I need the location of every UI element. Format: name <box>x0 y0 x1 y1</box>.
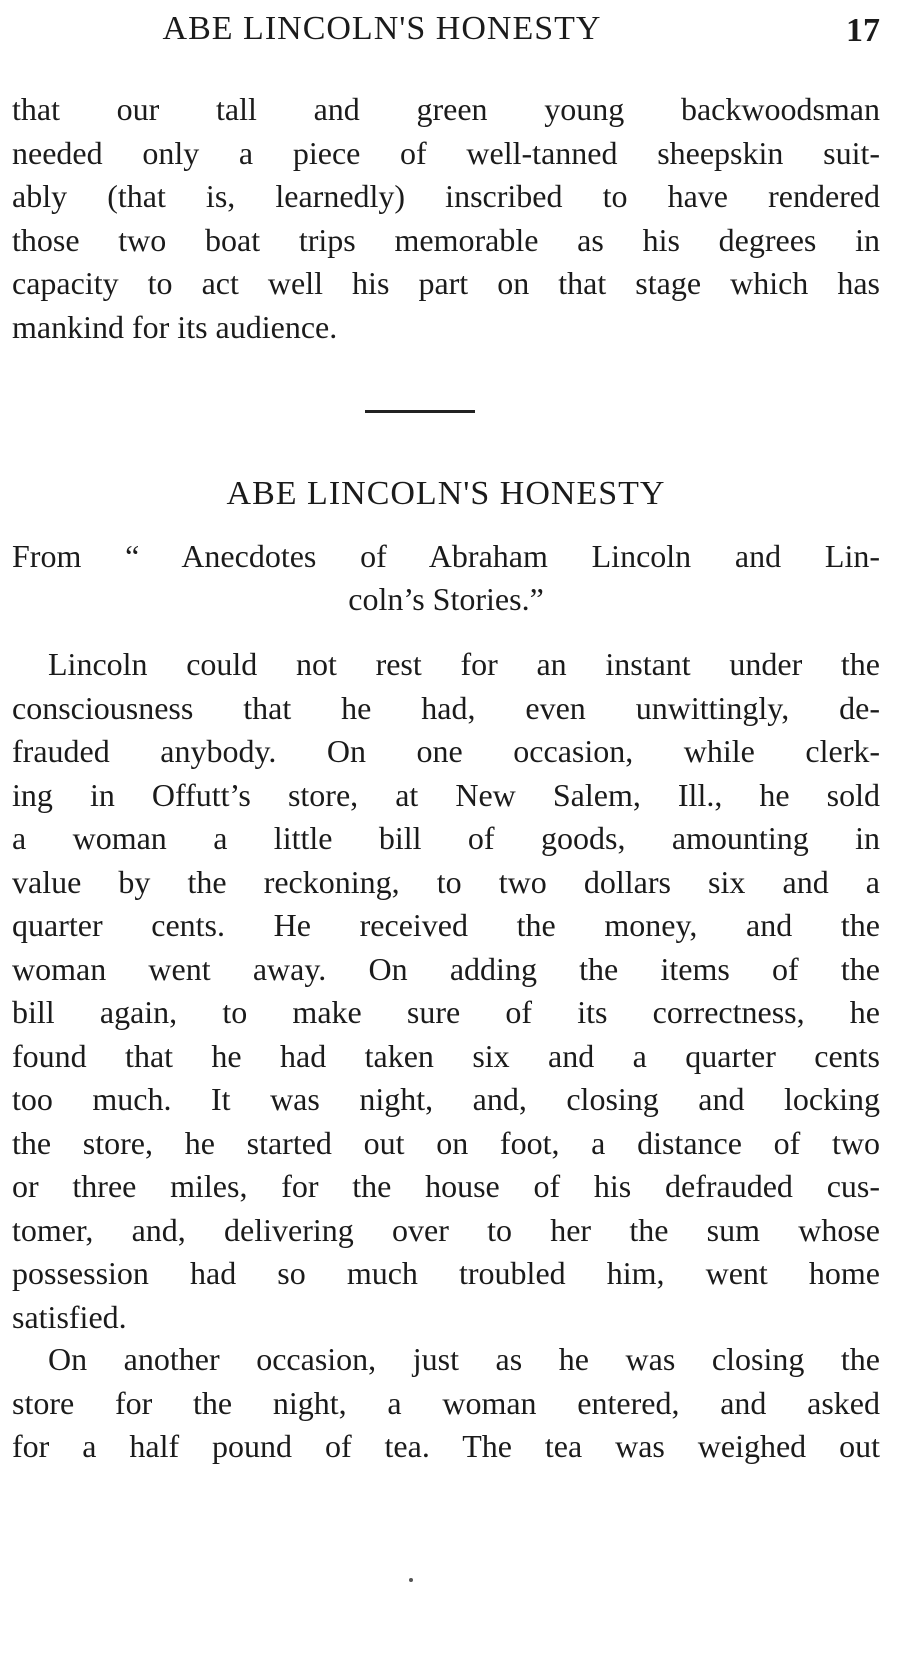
text-line: frauded anybody. On one occasion, while clerk- <box>12 733 880 769</box>
text-line: woman went away. On adding the items of the <box>12 950 880 987</box>
paragraph-continued <box>12 88 880 349</box>
paragraph-honesty <box>12 643 880 1339</box>
text-line: for a half pound of tea. The tea was weighed out <box>12 1428 880 1464</box>
source-line: From “ Anecdotes of Abraham Lincoln and Lin- <box>12 538 880 574</box>
source-line: coln’s Stories.” <box>348 581 544 617</box>
text-line: Lincoln could not rest for an instant under the <box>48 646 880 682</box>
text-line: too much. It was night, and, closing and locking <box>12 1081 880 1117</box>
text-line: those two boat trips memorable as his degrees in <box>12 221 880 258</box>
text-line: bill again, to make sure of its correctness, he <box>12 994 880 1030</box>
text-line: mankind for its audience. <box>12 308 338 345</box>
running-head <box>12 4 880 54</box>
paragraph-another-occasion <box>12 1338 880 1469</box>
text-line: the store, he started out on foot, a distance of two <box>12 1124 880 1161</box>
text-line: that our tall and green young backwoodsman <box>12 91 880 127</box>
text-line: consciousness that he had, even unwittingly, de- <box>12 689 880 726</box>
page-number: 17 <box>846 12 880 49</box>
section-title: ABE LINCOLN'S HONESTY <box>226 475 666 512</box>
text-line: a woman a little bill of goods, amounting in <box>12 820 880 856</box>
running-title: ABE LINCOLN'S HONESTY <box>162 10 602 47</box>
text-line: tomer, and, delivering over to her the sum whose <box>12 1211 880 1248</box>
text-line: ably (that is, learnedly) inscribed to have rendered <box>12 178 880 214</box>
text-line: found that he had taken six and a quarter cents <box>12 1037 880 1074</box>
text-line: or three miles, for the house of his defrauded cus- <box>12 1168 880 1204</box>
source-attribution <box>12 535 880 621</box>
text-line: store for the night, a woman entered, and asked <box>12 1384 880 1421</box>
section-divider <box>365 410 475 413</box>
text-line: value by the reckoning, to two dollars six and a <box>12 863 880 900</box>
text-line: quarter cents. He received the money, and the <box>12 907 880 943</box>
text-line: possession had so much troubled him, went home <box>12 1255 880 1291</box>
text-line: satisfied. <box>12 1298 127 1335</box>
text-line: capacity to act well his part on that stage which has <box>12 265 880 301</box>
text-line: needed only a piece of well-tanned sheepskin suit- <box>12 134 880 171</box>
text-line: ing in Offutt’s store, at New Salem, Ill., he sold <box>12 776 880 813</box>
text-line: On another occasion, just as he was closing the <box>48 1341 880 1377</box>
ink-speck <box>409 1578 413 1582</box>
